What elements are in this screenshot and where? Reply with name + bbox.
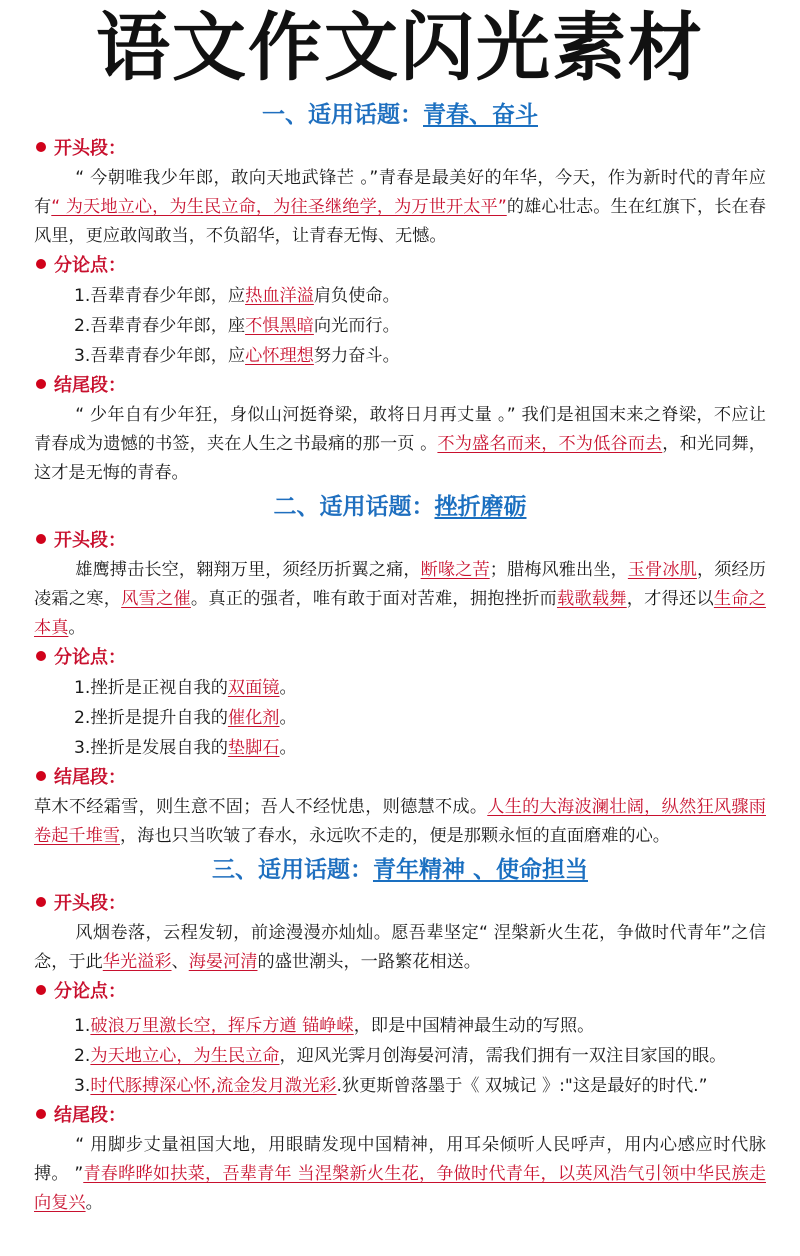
closing-paragraph: “ 少年自有少年狂，身似山河挺脊梁，敢将日月再丈量 。” 我们是祖国末来之脊梁，不应让青春成为遗憾的书签，夹在人生之书最痛的那一页 。不为盛名而来，不为低谷而去，和光同舞，这才是无悔的青春。 xyxy=(34,405,766,483)
opening-label: 开头段： xyxy=(34,526,766,556)
points-label: 分论点： xyxy=(34,251,766,281)
point-item: 3.时代豚搏深心怀,流金发月溦光彩.狄更斯曾落墨于《 双城记 》:"这是最好的时代.” xyxy=(74,1076,708,1096)
section-2-heading xyxy=(34,490,766,524)
point-item: 1.吾辈青春少年郎，应热血洋溢肩负使命。 xyxy=(74,286,400,306)
section-heading-prefix: 三、适用话题： xyxy=(211,857,373,883)
point-item: 3.挫折是发展自我的垫脚石。 xyxy=(74,738,297,758)
bullet-dot-icon xyxy=(36,379,46,389)
section-heading-prefix: 一、适用话题： xyxy=(262,102,423,128)
main-title: 语文作文闪光素材 xyxy=(96,5,704,91)
point-item: 3.吾辈青春少年郎，应心怀理想努力奋斗。 xyxy=(74,346,400,366)
section-2 xyxy=(34,490,766,851)
section-heading-topic: 挫折磨砺 xyxy=(434,494,527,520)
section-heading-topic: 青春、奋斗 xyxy=(423,102,538,128)
bullet-dot-icon xyxy=(36,1109,46,1119)
section-3 xyxy=(34,853,766,1218)
closing-paragraph: “ 用脚步丈量祖国大地，用眼睛发现中国精神，用耳朵倾听人民呼声，用内心感应时代脉搏。 ”青春晔晔如扶菜，吾辈青年 当涅槃新火生花，争做时代青年，以英风浩气引领中华民族走向复兴。 xyxy=(34,1135,766,1213)
closing-label: 结尾段： xyxy=(34,371,766,401)
bullet-dot-icon xyxy=(36,142,46,152)
opening-paragraph: 雄鹰搏击长空，翱翔万里，须经历折翼之痛，断喙之苦；腊梅风雅出坐，玉骨冰肌，须经历凌霜之寒，风雪之催。真正的强者，唯有敢于面对苦难，拥抱挫折而载歌载舞，才得还以生命之本真。 xyxy=(34,560,766,638)
highlight: 不为盛名而来，不为低谷而去 xyxy=(437,434,663,454)
opening-label: 开头段： xyxy=(34,889,766,919)
bullet-dot-icon xyxy=(36,985,46,995)
points-label: 分论点： xyxy=(34,643,766,673)
section-1 xyxy=(34,98,766,488)
point-item: 2.为天地立心，为生民立命，迎风光霁月创海晏河清，需我们拥有一双注目家国的眼。 xyxy=(74,1046,727,1066)
bullet-dot-icon xyxy=(36,897,46,907)
bullet-dot-icon xyxy=(36,259,46,269)
opening-label: 开头段： xyxy=(34,134,766,164)
highlight: “ 为天地立心，为生民立命，为往圣继绝学，为万世开太平” xyxy=(51,197,507,217)
point-item: 2.吾辈青春少年郎，座不惧黑暗向光而行。 xyxy=(74,316,400,336)
section-1-heading xyxy=(34,98,766,132)
closing-label: 结尾段： xyxy=(34,1101,766,1131)
points-label: 分论点： xyxy=(34,977,766,1007)
point-item: 1.挫折是正视自我的双面镜。 xyxy=(74,678,297,698)
closing-label: 结尾段： xyxy=(34,763,766,793)
section-heading-prefix: 二、适用话题： xyxy=(273,494,435,520)
section-3-heading xyxy=(34,853,766,887)
bullet-dot-icon xyxy=(36,651,46,661)
point-item: 2.挫折是提升自我的催化剂。 xyxy=(74,708,297,728)
section-heading-topic: 青年精神 、使命担当 xyxy=(372,857,588,883)
opening-paragraph: 风烟卷落，云程发轫，前途漫漫亦灿灿。愿吾辈坚定“ 涅槃新火生花，争做时代青年”之信念，于此华光溢彩、海晏河清的盛世潮头，一路繁花相送。 xyxy=(34,923,766,972)
opening-paragraph: “ 今朝唯我少年郎，敢向天地武锋芒 。”青春是最美好的年华，今天，作为新时代的青年应有“ 为天地立心，为生民立命，为往圣继绝学，为万世开太平”的雄心壮志。生在红旗下，长在春风里，更应敢闯敢当，不负韶华，让青春无悔、无憾。 xyxy=(34,168,766,246)
point-item: 1.破浪万里激长空，挥斥方遒 锚峥嵘，即是中国精神最生动的写照。 xyxy=(74,1016,595,1036)
bullet-dot-icon xyxy=(36,771,46,781)
bullet-dot-icon xyxy=(36,534,46,544)
closing-paragraph: 草木不经霜雪，则生意不固；吾人不经忧患，则德慧不成。人生的大海波澜壮阔，纵然狂风骤雨卷起千堆雪，海也只当吹皱了春水，永远吹不走的，便是那颗永恒的直面磨难的心。 xyxy=(34,797,766,846)
